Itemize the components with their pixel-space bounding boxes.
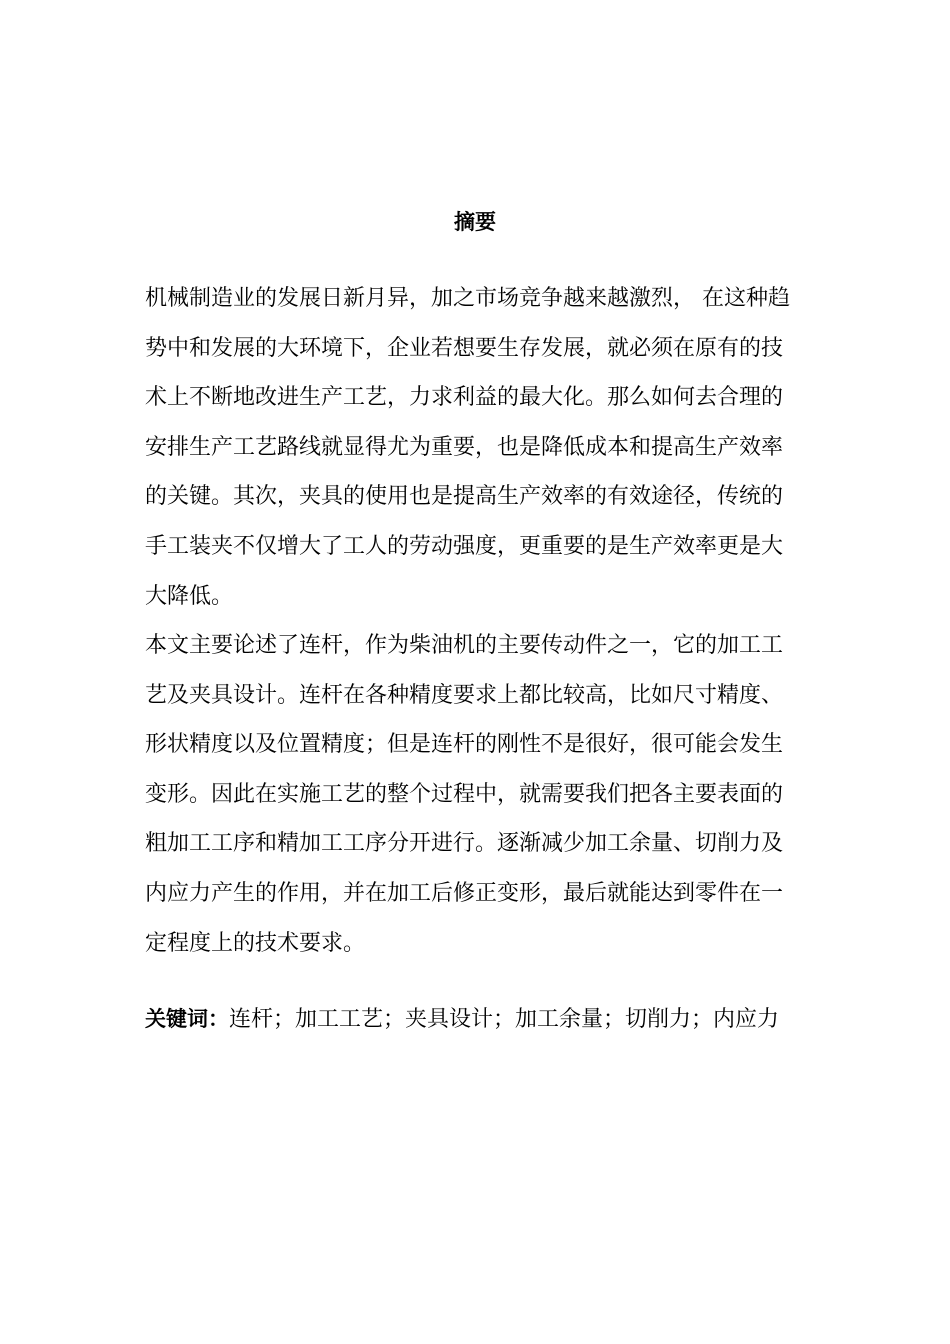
paragraph-line: 机械制造业的发展日新月异，加之市场竞争越来越激烈， 在这种趋	[145, 286, 790, 311]
keywords-label: 关键词：	[145, 1007, 229, 1031]
paragraph-line: 手工装夹不仅增大了工人的劳动强度，更重要的是生产效率更是大	[145, 533, 784, 559]
paragraph-line: 术上不断地改进生产工艺，力求利益的最大化。那么如何去合理的	[145, 385, 784, 411]
paragraph-line: 内应力产生的作用，并在加工后修正变形，最后就能达到零件在一	[145, 880, 784, 906]
abstract-paragraph-2	[145, 621, 805, 968]
paragraph-line: 的关键。其次，夹具的使用也是提高生产效率的有效途径，传统的	[145, 484, 784, 510]
keywords-line	[145, 1001, 779, 1038]
keywords-text: 连杆；加工工艺；夹具设计；加工余量；切削力；内应力	[229, 1007, 780, 1032]
abstract-title: 摘要	[454, 210, 496, 234]
paragraph-line: 势中和发展的大环境下，企业若想要生存发展，就必须在原有的技	[145, 335, 784, 361]
paragraph-line: 变形。因此在实施工艺的整个过程中，就需要我们把各主要表面的	[145, 781, 784, 807]
paragraph-line: 定程度上的技术要求。	[145, 930, 366, 956]
paragraph-line: 安排生产工艺路线就显得尤为重要，也是降低成本和提高生产效率	[145, 434, 784, 460]
paragraph-line: 大降低。	[145, 583, 234, 609]
paragraph-line: 艺及夹具设计。连杆在各种精度要求上都比较高，比如尺寸精度、	[145, 682, 784, 708]
paragraph-line: 形状精度以及位置精度；但是连杆的刚性不是很好，很可能会发生	[145, 732, 784, 758]
abstract-paragraph-1	[145, 274, 805, 621]
paragraph-line: 粗加工工序和精加工工序分开进行。逐渐减少加工余量、切削力及	[145, 831, 784, 857]
paragraph-line: 本文主要论述了连杆，作为柴油机的主要传动件之一，它的加工工	[145, 633, 784, 658]
